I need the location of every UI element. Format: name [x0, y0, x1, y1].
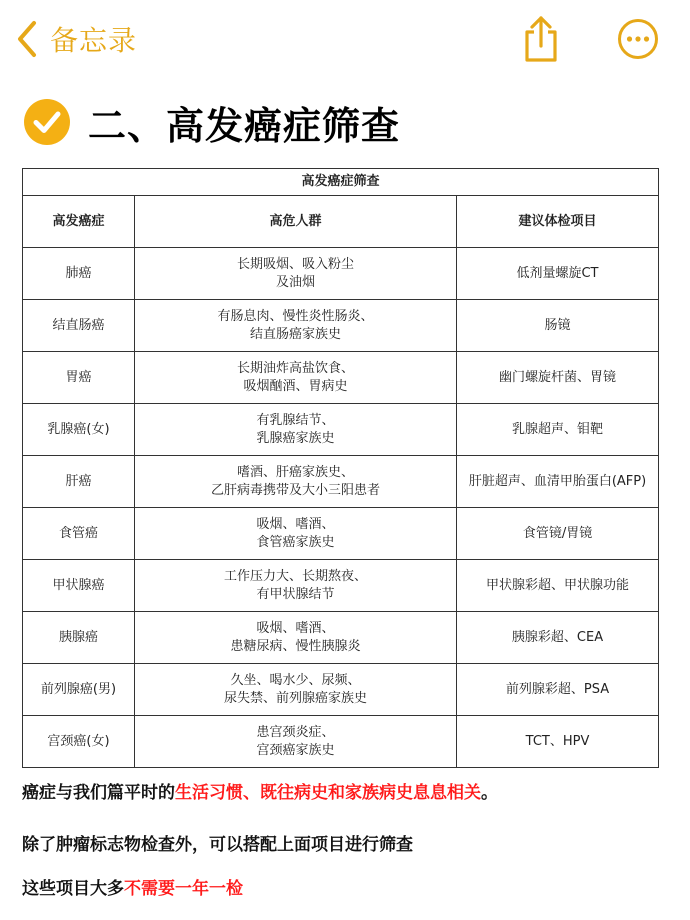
risk-group-cell: 工作压力大、长期熬夜、 有甲状腺结节	[135, 560, 457, 612]
screening-table-container	[22, 168, 658, 768]
exam-cell: 甲状腺彩超、甲状腺功能	[457, 560, 659, 612]
more-options-icon[interactable]	[617, 18, 659, 60]
risk-group-cell: 吸烟、嗜酒、 患糖尿病、慢性胰腺炎	[135, 612, 457, 664]
risk-group-cell: 长期吸烟、吸入粉尘 及油烟	[135, 248, 457, 300]
chevron-left-icon	[14, 19, 40, 59]
exam-cell: 前列腺彩超、PSA	[457, 664, 659, 716]
back-label: 备忘录	[50, 24, 138, 57]
table-caption-row	[23, 169, 659, 196]
exam-cell: 幽门螺旋杆菌、胃镜	[457, 352, 659, 404]
note-line-3	[22, 874, 243, 899]
table-row	[23, 664, 659, 716]
note-highlight: 不需要一年一检	[124, 879, 243, 899]
column-header: 建议体检项目	[457, 196, 659, 248]
note-line-1	[22, 778, 498, 803]
cancer-cell: 肺癌	[23, 248, 135, 300]
table-row	[23, 404, 659, 456]
cancer-cell: 结直肠癌	[23, 300, 135, 352]
table-row	[23, 612, 659, 664]
note-text: 这些项目大多	[22, 879, 124, 899]
risk-group-cell: 久坐、喝水少、尿频、 尿失禁、前列腺癌家族史	[135, 664, 457, 716]
checkmark-circle-icon	[24, 99, 70, 145]
risk-group-cell: 长期油炸高盐饮食、 吸烟酗酒、胃病史	[135, 352, 457, 404]
exam-cell: 胰腺彩超、CEA	[457, 612, 659, 664]
note-highlight: 生活习惯、既往病史和家族病史息息相关	[175, 783, 481, 803]
exam-cell: 食管镜/胃镜	[457, 508, 659, 560]
risk-group-cell: 有乳腺结节、 乳腺癌家族史	[135, 404, 457, 456]
table-row	[23, 716, 659, 768]
screening-table	[22, 168, 659, 768]
column-header: 高发癌症	[23, 196, 135, 248]
note-text: 。	[481, 783, 498, 803]
table-caption: 高发癌症筛查	[23, 169, 659, 196]
cancer-cell: 乳腺癌(女)	[23, 404, 135, 456]
cancer-cell: 食管癌	[23, 508, 135, 560]
exam-cell: 低剂量螺旋CT	[457, 248, 659, 300]
table-row	[23, 300, 659, 352]
table-header-row	[23, 196, 659, 248]
risk-group-cell: 嗜酒、肝癌家族史、 乙肝病毒携带及大小三阳患者	[135, 456, 457, 508]
share-icon[interactable]	[520, 14, 562, 64]
table-row	[23, 248, 659, 300]
back-button[interactable]	[14, 16, 137, 62]
table-row	[23, 560, 659, 612]
cancer-cell: 胰腺癌	[23, 612, 135, 664]
table-row	[23, 352, 659, 404]
note-text: 除了肿瘤标志物检查外，可以搭配上面项目进行筛查	[22, 835, 413, 855]
risk-group-cell: 患宫颈炎症、 宫颈癌家族史	[135, 716, 457, 768]
section-heading	[24, 94, 400, 150]
cancer-cell: 肝癌	[23, 456, 135, 508]
exam-cell: 乳腺超声、钼靶	[457, 404, 659, 456]
column-header: 高危人群	[135, 196, 457, 248]
cancer-cell: 宫颈癌(女)	[23, 716, 135, 768]
exam-cell: 肝脏超声、血清甲胎蛋白(AFP)	[457, 456, 659, 508]
risk-group-cell: 吸烟、嗜酒、 食管癌家族史	[135, 508, 457, 560]
risk-group-cell: 有肠息肉、慢性炎性肠炎、 结直肠癌家族史	[135, 300, 457, 352]
page-title: 二、高发癌症筛查	[88, 103, 401, 148]
exam-cell: 肠镜	[457, 300, 659, 352]
note-line-2	[22, 830, 413, 855]
cancer-cell: 甲状腺癌	[23, 560, 135, 612]
cancer-cell: 胃癌	[23, 352, 135, 404]
table-row	[23, 456, 659, 508]
table-row	[23, 508, 659, 560]
note-text: 癌症与我们篇平时的	[22, 783, 175, 803]
top-nav-bar	[0, 0, 690, 80]
exam-cell: TCT、HPV	[457, 716, 659, 768]
cancer-cell: 前列腺癌(男)	[23, 664, 135, 716]
